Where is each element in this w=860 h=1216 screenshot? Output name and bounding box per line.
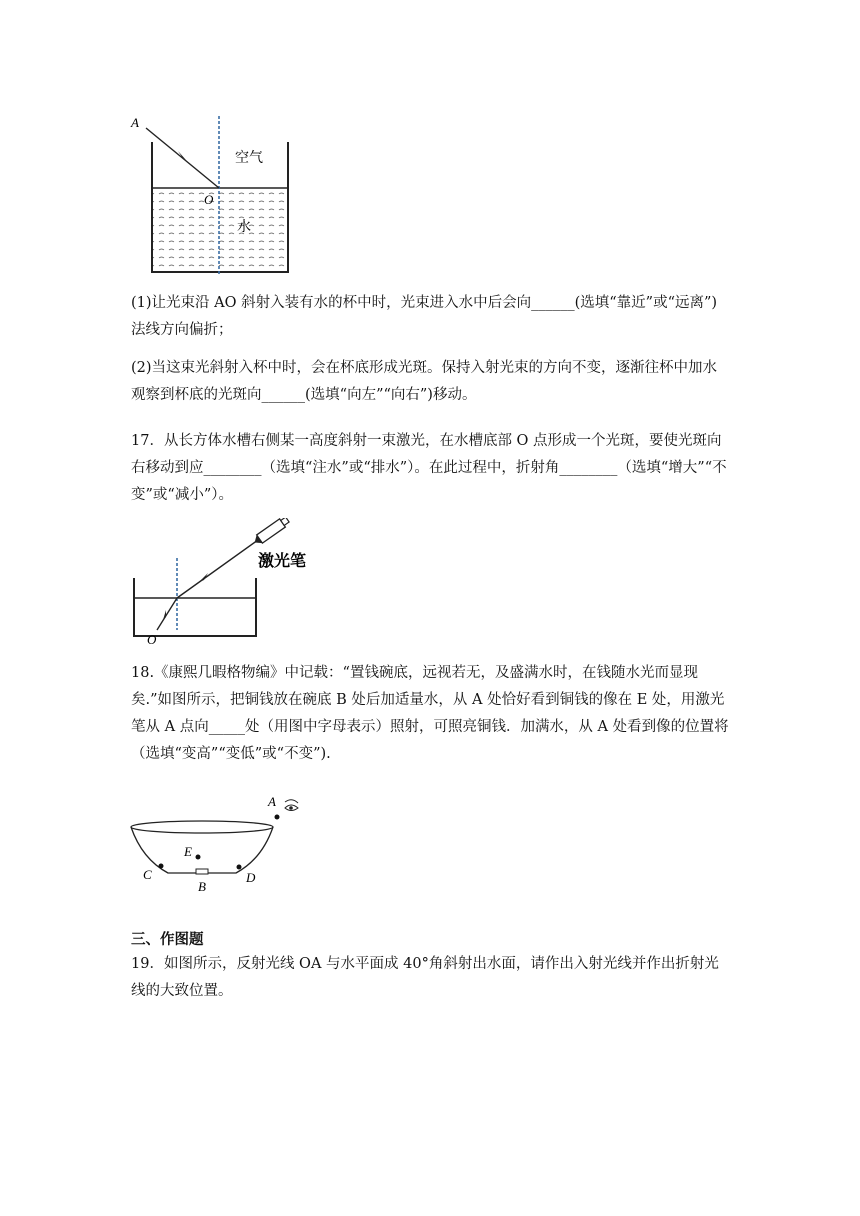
tank-outline [134, 578, 256, 636]
question-16-part-2: (2)当这束光斜射入杯中时，会在杯底形成光斑。保持入射光束的方向不变，逐渐往杯中加水观察到杯底的光斑向______(选填“向左”“向右”)移动。 [131, 360, 718, 403]
label-b: B [198, 879, 206, 894]
label-water: 水 [237, 219, 251, 235]
laser-pen-label: 激光笔 [258, 551, 307, 570]
question-17-text: 17．从长方体水槽右侧某一高度斜射一束激光，在水槽底部 O 点形成一个光斑，要使光斑向右移动到应________（选填“注水”或“排水”）。在此过程中，折射角________（选填“增大”“不变”或“减小”）。 [131, 433, 727, 503]
label-a: A [268, 794, 276, 809]
label-air: 空气 [235, 150, 263, 166]
label-c: C [143, 867, 152, 882]
question-19-text: 19．如图所示，反射光线 OA 与水平面成 40°角斜射出水面，请作出入射光线并作出折射光线的大致位置。 [131, 956, 719, 999]
figure-laser-tank [128, 518, 328, 648]
figure-bowl [128, 793, 308, 898]
point-e-dot [196, 855, 201, 860]
question-16-part-1: (1)让光束沿 AO 斜射入装有水的杯中时，光束进入水中后会向______(选填“靠近”或“远离”)法线方向偏折； [131, 295, 718, 338]
label-o: O [204, 192, 214, 207]
question-18-text: 18.《康熙几暇格物编》中记载：“置钱碗底，远视若无，及盛满水时，在钱随水光而显现矣.”如图所示，把铜钱放在碗底 B 处后加适量水，从 A 处恰好看到铜钱的像在 E 处，用激光笔从 A 点向_____处（用图中字母表示）照射，可照亮铜钱．加满水，从 A 处看到像的位置将（选填“变高”“变低”或“不变”). [131, 665, 729, 762]
laser-ray [177, 540, 258, 598]
point-d-dot [237, 865, 242, 870]
figure-cup-refraction [128, 110, 298, 280]
laser-pen-icon [252, 518, 291, 547]
coin [196, 869, 208, 874]
eye-icon [285, 800, 298, 811]
water-region [152, 188, 288, 272]
label-o: O [147, 632, 157, 647]
point-c-dot [159, 864, 164, 869]
label-e: E [184, 844, 192, 859]
label-a: A [131, 115, 139, 130]
bowl-body [131, 827, 273, 873]
refracted-ray [157, 598, 177, 630]
bowl-rim [131, 821, 273, 833]
section-heading: 三、作图题 [131, 932, 204, 948]
label-d: D [246, 870, 256, 885]
point-a-dot [275, 815, 280, 820]
incident-ray [146, 128, 219, 188]
